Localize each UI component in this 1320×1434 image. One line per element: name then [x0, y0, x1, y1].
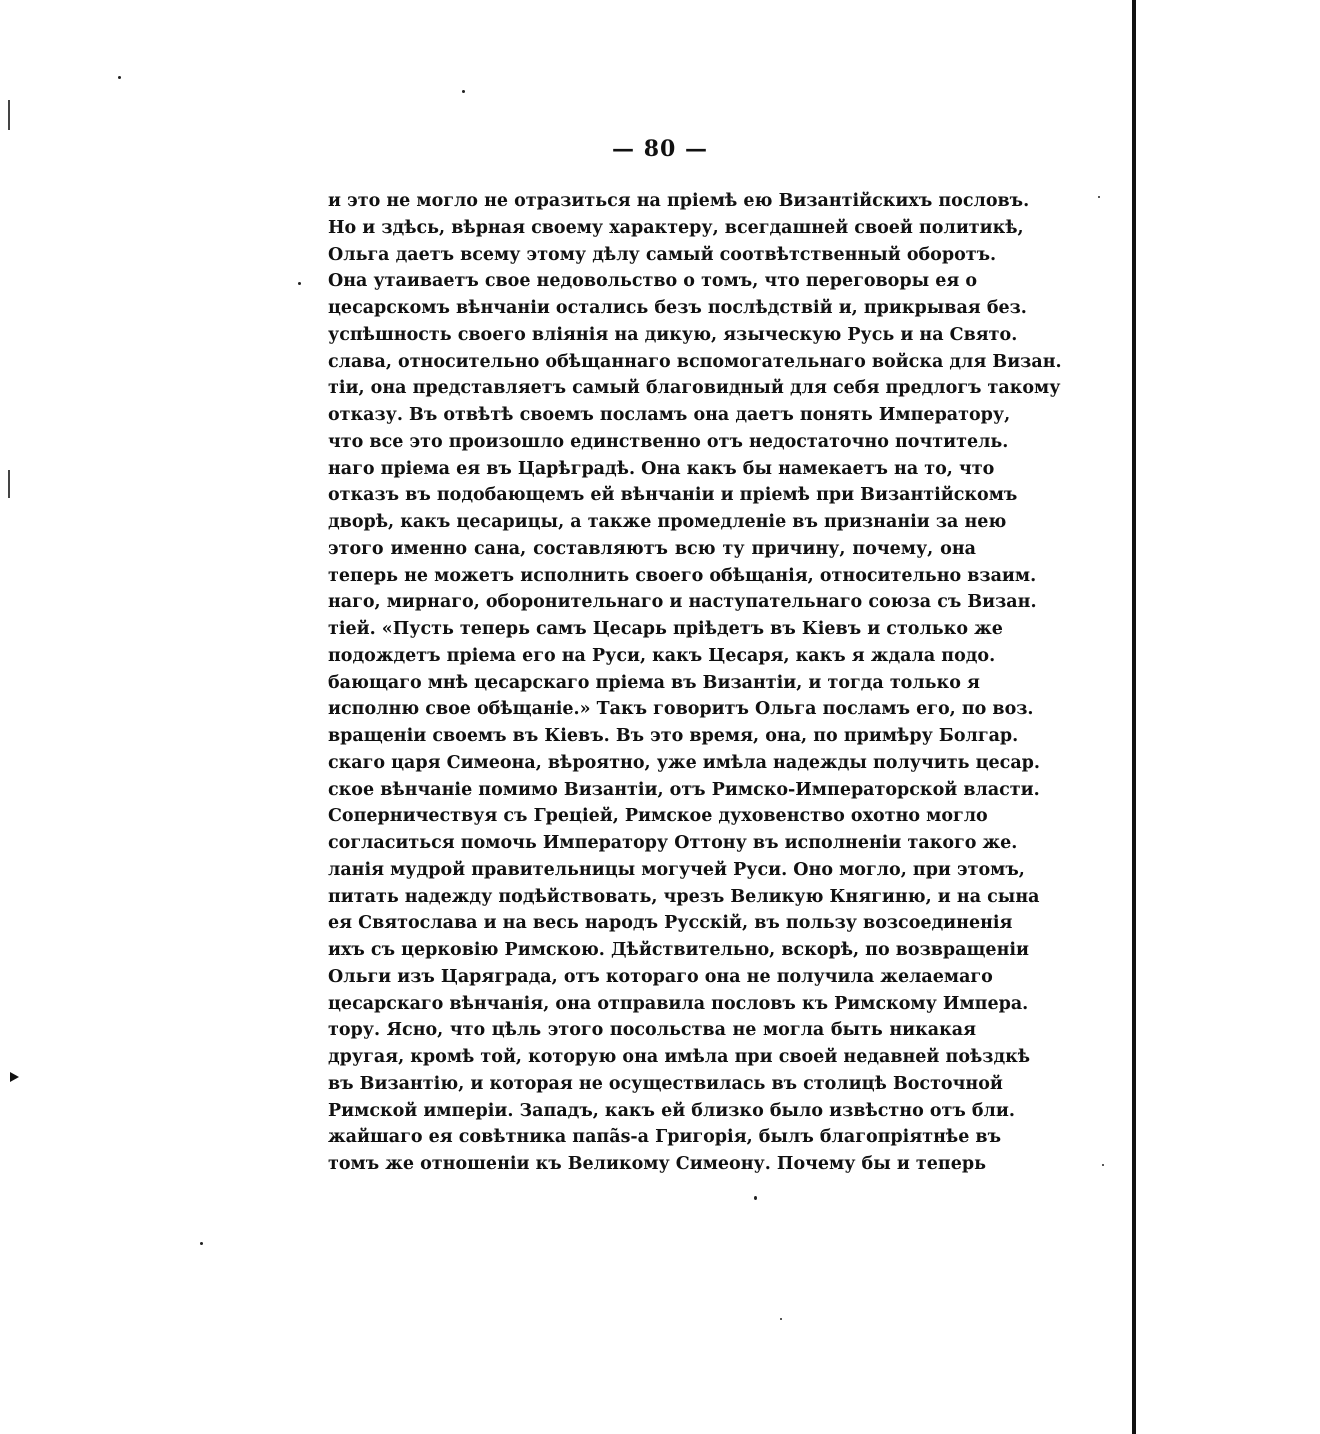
text-line: ея Святослава и на весь народъ Русскій, въ пользу возсоединенія — [328, 913, 1013, 934]
text-line: наго, мирнаго, оборонительнаго и наступательнаго союза съ Визан. — [328, 592, 1037, 613]
text-line: ское вѣнчаніе помимо Византіи, отъ Римско-Императорской власти. — [328, 779, 1040, 800]
text-line: дворѣ, какъ цесарицы, а также промедленіе въ признаніи за нею — [328, 512, 1007, 532]
scan-speck — [298, 282, 301, 285]
text-line: слава, относительно обѣщаннаго вспомогательнаго войска для Визан. — [328, 351, 1062, 372]
scan-speck — [1098, 196, 1100, 198]
text-line: что все это произошло единственно отъ недостаточно почтитель. — [328, 431, 1009, 452]
text-line: бающаго мнѣ цесарскаго пріема въ Византіи, и тогда только я — [328, 672, 980, 693]
text-line: Соперничествуя съ Греціей, Римское духовенство охотно могло — [328, 806, 988, 827]
text-line: въ Византію, и которая не осуществилась въ столицѣ Восточной — [328, 1073, 1003, 1094]
text-line: этого именно сана, составляютъ всю ту причину, почему, она — [328, 538, 976, 559]
scan-speck — [118, 76, 121, 79]
text-line: и это не могло не отразиться на пріемѣ ею Византійскихъ пословъ. — [328, 191, 1030, 211]
scan-speck — [780, 1318, 782, 1320]
text-line: Римской имперіи. Западъ, какъ ей близко было извѣстно отъ бли. — [328, 1100, 1015, 1121]
scan-speck — [1102, 1164, 1104, 1166]
scan-speck — [754, 1196, 757, 1200]
text-line: отказъ въ подобающемъ ей вѣнчаніи и пріемѣ при Византійскомъ — [328, 485, 1018, 506]
text-line: ланія мудрой правительницы могучей Руси. Оно могло, при этомъ, — [328, 859, 1025, 880]
scan-left-tick — [8, 470, 10, 498]
text-line: жайшаго ея совѣтника папа̃s-а Григорія, былъ благопріятнѣе въ — [328, 1127, 1002, 1148]
scan-speck — [462, 90, 465, 93]
text-line: отказу. Въ отвѣтѣ своемъ посламъ она даетъ понять Императору, — [328, 405, 1011, 425]
text-line: тіей. «Пусть теперь самъ Цесарь пріѣдетъ въ Кіевъ и столько же — [328, 619, 1003, 639]
text-line: томъ же отношеніи къ Великому Симеону. Почему бы и теперь — [328, 1154, 986, 1174]
text-line: согласиться помочь Императору Оттону въ исполненіи такого же. — [328, 833, 1018, 853]
text-line: исполню свое обѣщаніе.» Такъ говоритъ Ольга посламъ его, по воз. — [328, 699, 1034, 720]
body-text — [328, 188, 1062, 1178]
text-line: Она утаиваетъ свое недовольство о томъ, что переговоры ея о — [328, 271, 978, 292]
text-line: Ольга даетъ всему этому дѣлу самый соотвѣтственный оборотъ. — [328, 244, 997, 265]
scan-speck — [200, 1242, 203, 1245]
text-line: цесарскаго вѣнчанія, она отправила пословъ къ Римскому Импера. — [328, 993, 1029, 1014]
text-line: другая, кромѣ той, которую она имѣла при своей недавней поѣздкѣ — [328, 1047, 1031, 1067]
text-line: Ольги изъ Царяграда, отъ котораго она не получила желаемаго — [328, 966, 993, 987]
text-line: теперь не можетъ исполнить своего обѣщанія, относительно взаим. — [328, 565, 1037, 586]
text-line: вращеніи своемъ въ Кіевъ. Въ это время, она, по примѣру Болгар. — [328, 726, 1019, 746]
text-line: питать надежду подѣйствовать, чрезъ Великую Княгиню, и на сына — [328, 886, 1040, 907]
text-line: Но и здѣсь, вѣрная своему характеру, всегдашней своей политикѣ, — [328, 217, 1024, 238]
text-line: успѣшность своего вліянія на дикую, языческую Русь и на Свято. — [328, 324, 1018, 345]
margin-marker-icon — [10, 1072, 19, 1082]
scan-edge-bar — [1132, 0, 1136, 1434]
scan-left-tick — [8, 100, 10, 130]
page-number: — 80 — — [612, 136, 708, 162]
text-line: скаго царя Симеона, вѣроятно, уже имѣла надежды получить цесар. — [328, 752, 1040, 773]
text-line: тіи, она представляетъ самый благовидный для себя предлогъ такому — [328, 378, 1061, 399]
text-line: тору. Ясно, что цѣль этого посольства не могла быть никакая — [328, 1020, 976, 1041]
text-line: подождетъ пріема его на Руси, какъ Цесаря, какъ я ждала подо. — [328, 645, 996, 666]
text-line: наго пріема ея въ Царѣградѣ. Она какъ бы намекаетъ на то, что — [328, 458, 995, 479]
text-line: цесарскомъ вѣнчаніи остались безъ послѣдствій и, прикрывая без. — [328, 298, 1027, 318]
text-line: ихъ съ церковію Римскою. Дѣйствительно, вскорѣ, по возвращеніи — [328, 940, 1029, 960]
